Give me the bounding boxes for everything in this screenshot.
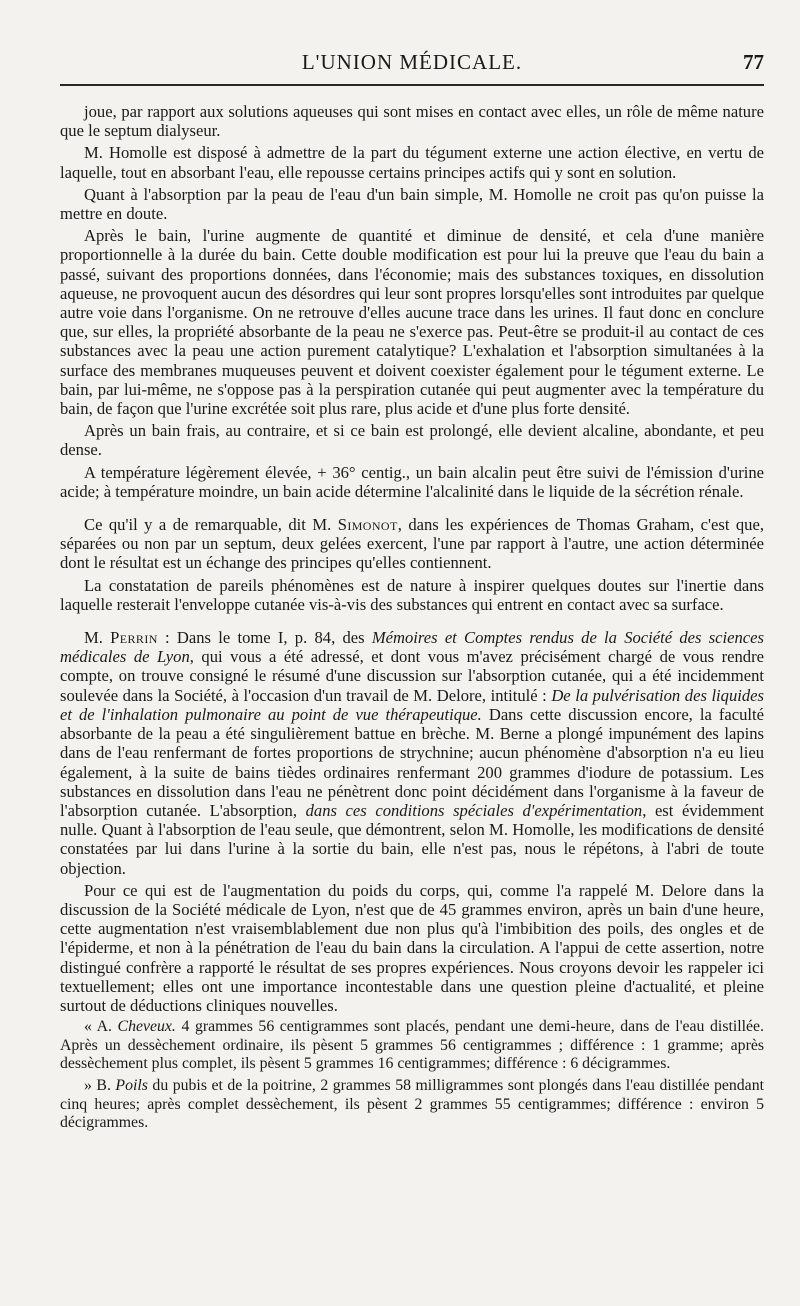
text-run: Ce qu'il y a de remarquable, dit M. [84, 515, 338, 535]
text-run: M. [84, 628, 111, 648]
text-run: du pubis et de la poitrine, 2 grammes 58 milligrammes sont plongés dans l'eau distillée pendant cinq heures; après complet dessèchement, ils pèsent 2 grammes 55 centigrammes; différence : environ 5 décigrammes. [60, 1076, 764, 1132]
text-run: joue, par rapport aux solutions aqueuses qui sont mises en contact avec elles, un rôle de même nature que le septum dialyseur. [60, 102, 764, 141]
paragraph [60, 226, 764, 418]
page-header [60, 44, 764, 86]
text-run: , qui vous a été adressé, et dont vous m'avez précisément chargé de vous rendre compte, on trouve consigné le résumé d'une discussion sur l'absorption cutanée, qui a été incidemment soulevée dans la Société, à l'occasion d'un travail de M. Delore, intitulé : [60, 647, 764, 705]
text-run: Après le bain, l'urine augmente de quantité et diminue de densité, et cela d'une manière proportionnelle à la durée du bain. Cette double modification est pour lui la preuve que l'eau du bain a passé, suivant des proportions données, dans l'économie; mais des substances toxiques, en dissolution aqueuse, ne provoquent aucun des désordres qui leur sont propres lorsqu'elles sont introduites par quelque autre voie dans l'organisme. On ne retrouve d'elles aucune trace dans les urines. Il faut donc en conclure que, sur elles, la propriété absorbante de la peau ne s'exerce pas. Peut-être se produit-il au contact de ces substances avec la peau une action purement catalytique? L'exhalation et l'absorption simultanées à la surface des membranes muqueuses peuvent et doivent coexister également pour le tégument externe. Le bain, par lui-même, ne s'oppose pas à la perspiration cutanée qui peut augmenter avec la température du bain, de façon que l'urine excrétée soit plus rare, plus acide et d'une plus forte densité. [60, 226, 764, 419]
paragraph [60, 463, 764, 501]
paragraph [60, 576, 764, 614]
text-run: Pour ce qui est de l'augmentation du poids du corps, qui, comme l'a rappelé M. Delore dans la discussion de la Société médicale de Lyon, n'est que de 45 grammes environ, après un bain d'une heure, cette augmentation n'est vraisemblablement due non plus qu'à l'imbibition des poils, des ongles et de l'épiderme, et non à la pénétration de l'eau du bain dans la circulation. A l'appui de cette assertion, notre distingué confrère a rapporté le résultat de ses propres expériences. Nous croyons devoir les rappeler ici textuellement; elles ont une importance incontestable dans une question pleine d'actualité, et pleine surtout de déductions cliniques nouvelles. [60, 880, 764, 1015]
paragraph [60, 1018, 764, 1074]
text-run: , dans les expériences de Thomas Graham, c'est que, séparées ou non par un septum, deux gelées exercent, l'une par rapport à l'autre, une action déterminée dont le résultat est un échange des principes qu'elles contiennent. [60, 515, 764, 573]
text-run: A température légèrement élevée, + 36° centig., un bain alcalin peut être suivi de l'émission d'urine acide; à température moindre, un bain acide détermine l'alcalinité dans le liquide de la sécrétion rénale. [60, 462, 764, 501]
page-number: 77 [743, 50, 764, 74]
text-run: Après un bain frais, au contraire, et si ce bain est prolongé, elle devient alcaline, abondante, et peu dense. [60, 421, 764, 460]
italic-text: De la pulvérisation des liquides et de l'inhalation pulmonaire au point de vue thérapeutique. [60, 685, 764, 724]
text-run: : Dans le tome I, p. 84, des [157, 628, 372, 648]
paragraph [60, 1077, 764, 1133]
text-run: , est évidemment nulle. Quant à l'absorption de l'eau seule, que démontrent, selon M. Homolle, les modifications de densité constatées par lui dans l'urine à la sortie du bain, elle n'est pas, nous le répétons, à l'abri de toute objection. [60, 800, 764, 878]
text-run: » B. [84, 1076, 116, 1094]
body-text [60, 102, 764, 1133]
paragraph [60, 628, 764, 878]
small-caps-name: Perrin [110, 628, 158, 648]
paragraph [60, 881, 764, 1015]
text-run: La constatation de pareils phénomènes est de nature à inspirer quelques doutes sur l'inertie dans laquelle resterait l'enveloppe cutanée vis-à-vis des substances qui entrent en contact avec sa surface. [60, 575, 764, 614]
text-run: « A. [84, 1018, 118, 1036]
italic-text: Cheveux. [117, 1018, 176, 1036]
running-title: L'UNION MÉDICALE. [301, 50, 523, 74]
text-run: 4 grammes 56 centigrammes sont placés, pendant une demi-heure, dans de l'eau distillée. Après un dessèchement ordinaire, ils pèsent 5 grammes 56 centigrammes ; différence : 1 gramme; après dessèchement plus complet, ils pèsent 5 grammes 16 centigrammes; différence : 6 décigrammes. [60, 1018, 764, 1073]
italic-text: dans ces conditions spéciales d'expérimentation [305, 800, 643, 820]
paragraph [60, 515, 764, 573]
italic-text: Poils [115, 1076, 148, 1094]
text-run: M. Homolle est disposé à admettre de la part du tégument externe une action élective, en vertu de laquelle, tout en absorbant l'eau, elle repousse certains principes actifs qui y sont en solution. [60, 143, 764, 182]
paragraph [60, 185, 764, 223]
italic-text: Mémoires et Comptes rendus de la Société des sciences médicales de Lyon [60, 628, 764, 667]
paragraph [60, 143, 764, 181]
small-caps-name: Simonot [337, 515, 398, 535]
text-run: Dans cette discussion encore, la faculté absorbante de la peau a été singulièrement battue en brèche. M. Berne a plongé impunément des lapins dans de l'eau renfermant de fortes proportions de strychnine; aucun phénomène d'absorption n'a eu lieu également, à la suite de bains tièdes ordinaires renfermant 200 grammes d'iodure de potassium. Les substances en dissolution dans l'eau ne pénètrent donc point décidément dans l'organisme à la faveur de l'absorption cutanée. L'absorption, [60, 704, 764, 820]
text-run: Quant à l'absorption par la peau de l'eau d'un bain simple, M. Homolle ne croit pas qu'on puisse la mettre en doute. [60, 184, 764, 224]
paragraph [60, 421, 764, 459]
paragraph [60, 102, 764, 140]
